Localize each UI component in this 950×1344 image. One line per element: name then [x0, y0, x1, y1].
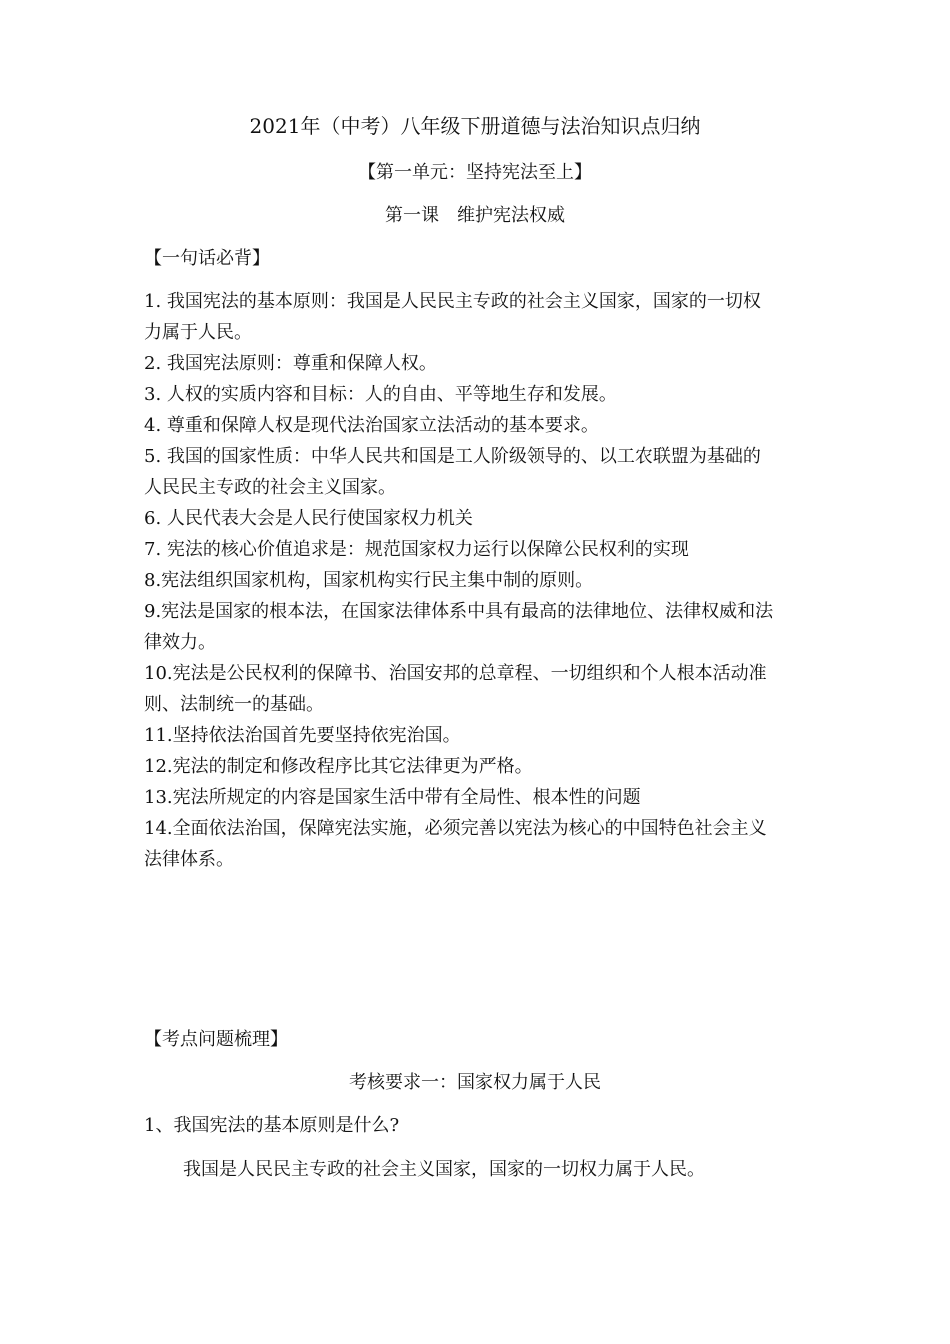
knowledge-list [144, 292, 808, 881]
document-title: 2021年（中考）八年级下册道德与法治知识点归纳 [249, 114, 701, 138]
requirement-heading: 考核要求一：国家权力属于人民 [349, 1072, 601, 1093]
knowledge-item: 8.宪法组织国家机构，国家机构实行民主集中制的原则。 [144, 570, 594, 591]
knowledge-item: 3. 人权的实质内容和目标：人的自由、平等地生存和发展。 [144, 384, 617, 405]
lesson-heading: 第一课 维护宪法权威 [385, 205, 565, 226]
knowledge-item: 7. 宪法的核心价值追求是：规范国家权力运行以保障公民权利的实现 [144, 539, 689, 560]
knowledge-item: 6. 人民代表大会是人民行使国家权力机关 [144, 508, 473, 529]
knowledge-item: 9.宪法是国家的根本法，在国家法律体系中具有最高的法律地位、法律权威和法 律效力。 [144, 601, 774, 653]
answer-1: 我国是人民民主专政的社会主义国家，国家的一切权力属于人民。 [183, 1159, 705, 1180]
knowledge-item: 10.宪法是公民权利的保障书、治国安邦的总章程、一切组织和个人根本活动准 则、法制统一的基础。 [144, 663, 767, 715]
knowledge-item: 2. 我国宪法原则：尊重和保障人权。 [144, 353, 437, 374]
knowledge-item: 14.全面依法治国，保障宪法实施，必须完善以宪法为核心的中国特色社会主义 法律体系。 [144, 818, 767, 870]
knowledge-item: 4. 尊重和保障人权是现代法治国家立法活动的基本要求。 [144, 415, 599, 436]
question-1: 1、我国宪法的基本原则是什么? [144, 1115, 400, 1136]
knowledge-item: 11.坚持依法治国首先要坚持依宪治国。 [144, 725, 461, 746]
knowledge-item: 1. 我国宪法的基本原则：我国是人民民主专政的社会主义国家，国家的一切权 力属于人民。 [144, 291, 761, 343]
knowledge-item: 5. 我国的国家性质：中华人民共和国是工人阶级领导的、以工农联盟为基础的 人民民主专政的社会主义国家。 [144, 446, 761, 498]
knowledge-item: 13.宪法所规定的内容是国家生活中带有全局性、根本性的问题 [144, 787, 641, 808]
unit-heading: 【第一单元：坚持宪法至上】 [358, 162, 592, 183]
knowledge-item: 12.宪法的制定和修改程序比其它法律更为严格。 [144, 756, 533, 777]
section-exam-points: 【考点问题梳理】 [144, 1029, 288, 1050]
section-must-memorize: 【一句话必背】 [144, 248, 270, 269]
